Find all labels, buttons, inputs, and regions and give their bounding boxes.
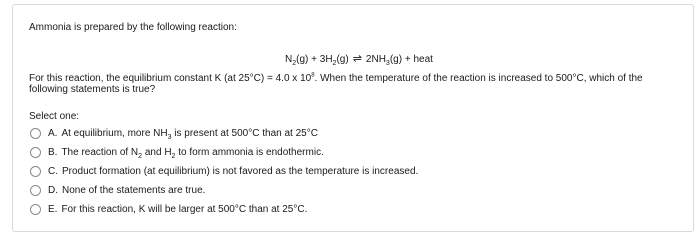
option-letter: A. bbox=[48, 127, 58, 139]
equilibrium-arrow-icon: ⇌ bbox=[352, 53, 362, 65]
radio-button-icon[interactable] bbox=[30, 128, 41, 139]
option-letter: C. bbox=[48, 165, 58, 177]
option-letter: E. bbox=[48, 203, 58, 215]
stem-exponent: 8 bbox=[311, 72, 315, 79]
option-text: Product formation (at equilibrium) is not favored as the temperature is increased. bbox=[62, 165, 419, 177]
reactant-n2: N bbox=[285, 54, 293, 65]
n2-state-and-h2: (g) + 3H bbox=[296, 54, 333, 65]
option-text: For this reaction, K will be larger at 500°C than at 25°C. bbox=[61, 203, 308, 215]
option-subscript: 2 bbox=[138, 152, 143, 160]
option-e[interactable] bbox=[30, 200, 418, 219]
h2-state: (g) bbox=[336, 54, 349, 65]
reaction-equation bbox=[285, 53, 433, 66]
option-text-part: and H bbox=[142, 146, 172, 158]
option-c[interactable] bbox=[30, 162, 418, 181]
stem-part-2: . When the temperature of the reaction is increased to 500°C, which of the following statements is true? bbox=[29, 73, 643, 95]
option-text-part: is present at 500°C than at 25°C bbox=[171, 127, 318, 139]
n2-subscript: 2 bbox=[292, 60, 297, 67]
option-text: None of the statements are true. bbox=[62, 184, 206, 196]
option-text-part: At equilibrium, more NH bbox=[61, 127, 168, 139]
radio-button-icon[interactable] bbox=[30, 147, 41, 158]
select-one-label: Select one: bbox=[29, 111, 80, 122]
nh3-state-and-heat: (g) + heat bbox=[389, 54, 433, 65]
option-text bbox=[61, 147, 323, 159]
option-subscript: 3 bbox=[167, 133, 172, 141]
option-d[interactable] bbox=[30, 181, 418, 200]
question-prompt: Ammonia is prepared by the following reaction: bbox=[29, 22, 237, 33]
answer-options bbox=[30, 124, 418, 219]
radio-button-icon[interactable] bbox=[30, 185, 41, 196]
product-nh3: 2NH bbox=[365, 54, 386, 65]
option-subscript: 2 bbox=[171, 152, 176, 160]
option-b[interactable] bbox=[30, 143, 418, 162]
stem-part-1: For this reaction, the equilibrium constant K (at 25°C) = 4.0 x 10 bbox=[29, 73, 312, 84]
option-letter: B. bbox=[48, 146, 58, 158]
option-letter: D. bbox=[48, 184, 58, 196]
option-text-part: to form ammonia is endothermic. bbox=[175, 146, 324, 158]
option-text-part: The reaction of N bbox=[61, 146, 139, 158]
option-a[interactable] bbox=[30, 124, 418, 143]
nh3-subscript: 3 bbox=[385, 60, 390, 67]
radio-button-icon[interactable] bbox=[30, 166, 41, 177]
question-stem bbox=[29, 73, 679, 95]
option-text bbox=[61, 128, 317, 140]
radio-button-icon[interactable] bbox=[30, 204, 41, 215]
question-card bbox=[12, 4, 694, 232]
h2-subscript: 2 bbox=[332, 60, 337, 67]
